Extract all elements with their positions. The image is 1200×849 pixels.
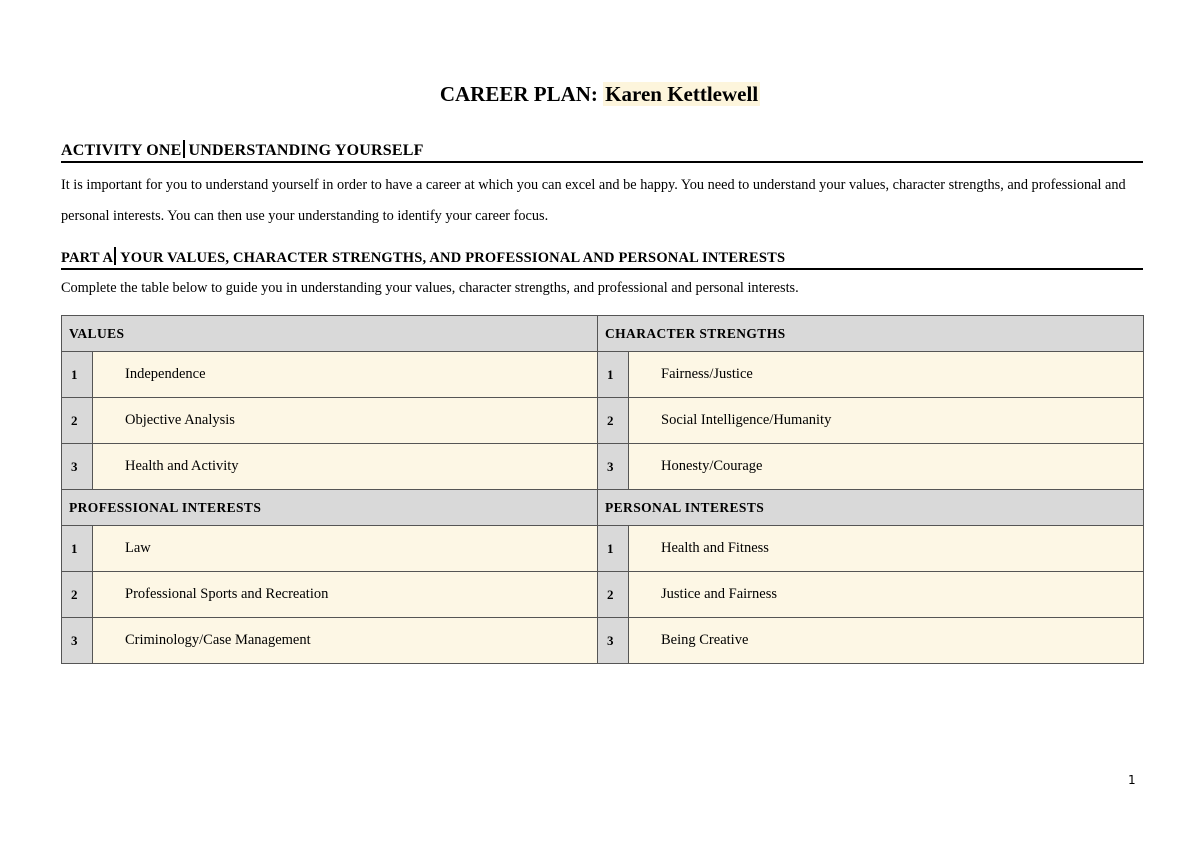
table-row	[62, 572, 1144, 618]
row-number: 3	[598, 444, 629, 490]
professional-cell[interactable]: Professional Sports and Recreation	[93, 572, 598, 618]
part-a-heading-left: PART A	[61, 250, 114, 266]
page-title	[0, 82, 1200, 107]
table-row	[62, 526, 1144, 572]
table-header-row	[62, 490, 1144, 526]
row-number: 2	[598, 398, 629, 444]
table-row	[62, 618, 1144, 664]
activity-heading	[61, 140, 1143, 163]
title-prefix: CAREER PLAN:	[439, 82, 598, 106]
personal-cell[interactable]: Justice and Fairness	[629, 572, 1144, 618]
row-number: 3	[62, 618, 93, 664]
heading-divider	[114, 247, 116, 265]
strengths-cell[interactable]: Honesty/Courage	[629, 444, 1144, 490]
intro-paragraph: It is important for you to understand yourself in order to have a career at which you can excel and be happy. You need to understand your values, character strengths, and professional and personal interests. You can then use your understanding to identify your career focus.	[61, 177, 1126, 224]
table-row	[62, 398, 1144, 444]
table-row	[62, 444, 1144, 490]
table-header-row	[62, 316, 1144, 352]
professional-cell[interactable]: Criminology/Case Management	[93, 618, 598, 664]
values-cell[interactable]: Health and Activity	[93, 444, 598, 490]
row-number: 2	[62, 398, 93, 444]
heading-divider	[183, 140, 185, 158]
strengths-cell[interactable]: Social Intelligence/Humanity	[629, 398, 1144, 444]
values-cell[interactable]: Objective Analysis	[93, 398, 598, 444]
title-name: Karen Kettlewell	[605, 82, 759, 106]
instruction-paragraph: Complete the table below to guide you in understanding your values, character strengths, and professional and personal interests.	[61, 280, 799, 296]
activity-heading-right: UNDERSTANDING YOURSELF	[188, 142, 424, 159]
row-number: 1	[598, 352, 629, 398]
table-row	[62, 352, 1144, 398]
strengths-cell[interactable]: Fairness/Justice	[629, 352, 1144, 398]
values-cell[interactable]: Independence	[93, 352, 598, 398]
professional-header: PROFESSIONAL INTERESTS	[62, 490, 598, 526]
personal-header: PERSONAL INTERESTS	[598, 490, 1144, 526]
part-a-heading-right: YOUR VALUES, CHARACTER STRENGTHS, AND PROFESSIONAL AND PERSONAL INTERESTS	[120, 250, 786, 266]
row-number: 2	[598, 572, 629, 618]
values-strengths-table	[61, 315, 1144, 664]
personal-cell[interactable]: Being Creative	[629, 618, 1144, 664]
row-number: 2	[62, 572, 93, 618]
row-number: 1	[598, 526, 629, 572]
personal-cell[interactable]: Health and Fitness	[629, 526, 1144, 572]
row-number: 3	[598, 618, 629, 664]
row-number: 3	[62, 444, 93, 490]
page-number: 1	[1128, 773, 1136, 787]
values-header: VALUES	[62, 316, 598, 352]
part-a-heading	[61, 247, 1143, 270]
row-number: 1	[62, 352, 93, 398]
activity-heading-left: ACTIVITY ONE	[61, 142, 182, 159]
professional-cell[interactable]: Law	[93, 526, 598, 572]
row-number: 1	[62, 526, 93, 572]
strengths-header: CHARACTER STRENGTHS	[598, 316, 1144, 352]
